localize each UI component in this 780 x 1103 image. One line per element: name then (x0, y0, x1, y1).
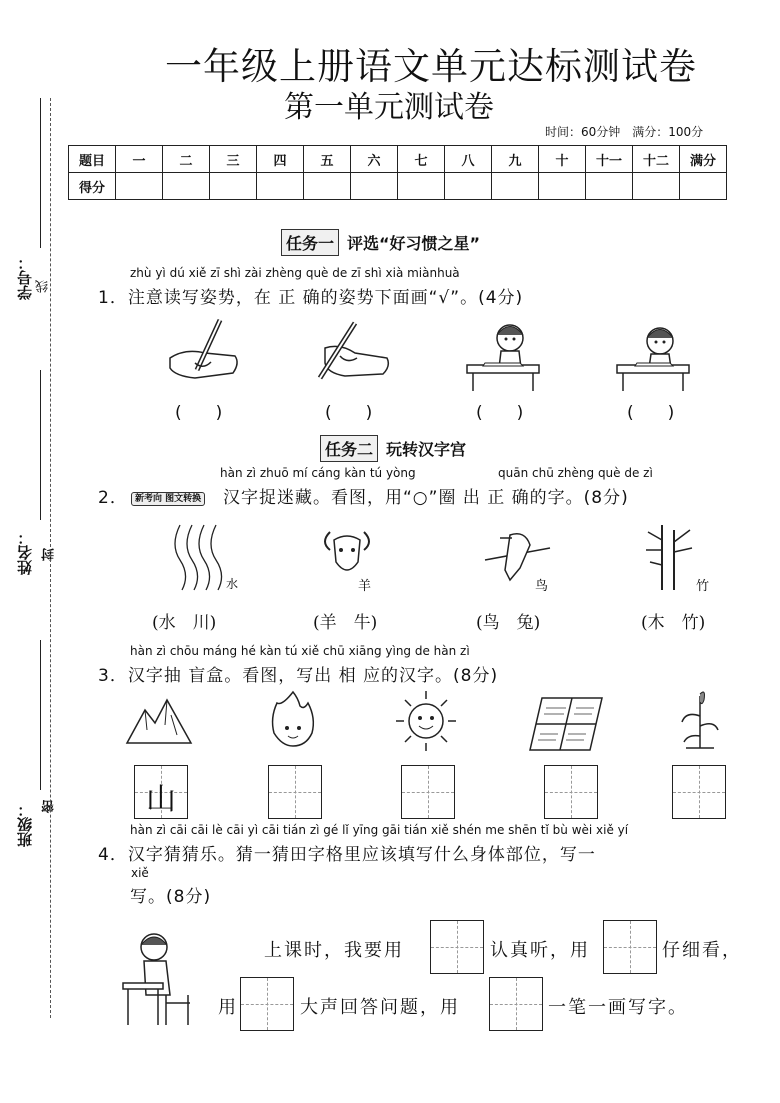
q4-sentence1-a: 上课时，我要用 (264, 940, 404, 961)
q3-answer-grid-fire[interactable] (268, 765, 322, 819)
rice-plant-image (676, 686, 724, 752)
student-id-label: 学号： (16, 255, 34, 300)
score-input-cell[interactable] (304, 173, 351, 200)
table-cell: 题目 (69, 146, 116, 173)
table-cell: 三 (210, 146, 257, 173)
hand-writing-correct-image (165, 318, 245, 390)
bird-image (480, 520, 555, 595)
q4-sentence2-b: 大声回答问题，用 (300, 997, 460, 1018)
score-input-cell[interactable] (586, 173, 633, 200)
table-cell: 六 (351, 146, 398, 173)
water-image (170, 520, 240, 595)
q4-sentence2-c: 一笔一画写字。 (548, 997, 688, 1018)
table-cell: 九 (492, 146, 539, 173)
task2-heading (320, 435, 466, 462)
score-input-cell[interactable] (680, 173, 727, 200)
field-image (528, 694, 604, 754)
q3-answer-grid-field[interactable] (544, 765, 598, 819)
mountain-image (125, 695, 193, 747)
q1-answer-3[interactable]: ( ) (476, 403, 524, 423)
exam-title: 一年级上册语文单元达标测试卷 (165, 45, 697, 88)
table-cell: 得分 (69, 173, 116, 200)
task1-heading (281, 229, 480, 256)
table-cell: 十 (539, 146, 586, 173)
q1-answer-1[interactable]: ( ) (175, 403, 223, 423)
task1-title: 评选“好习惯之星” (347, 234, 481, 253)
table-cell: 五 (304, 146, 351, 173)
score-input-cell[interactable] (539, 173, 586, 200)
fire-image (262, 688, 324, 750)
goat-ancient-glyph: 羊 (358, 579, 372, 594)
time-info: 时间：60分钟 满分：100分 (545, 125, 704, 139)
dashed-cut-line (50, 98, 51, 1018)
table-cell: 满分 (680, 146, 727, 173)
q2-pinyin-b: quān chū zhèng què de zì (498, 466, 653, 480)
q1-pinyin: zhù yì dú xiě zī shì zài zhèng què de zī shì xià miànhuà (130, 266, 460, 280)
sun-image (392, 687, 460, 755)
score-input-cell[interactable] (210, 173, 257, 200)
q3-answer-grid-sun[interactable] (401, 765, 455, 819)
q4-answer-grid-1[interactable] (430, 920, 484, 974)
score-input-cell[interactable] (116, 173, 163, 200)
q1-text: 1．注意读写姿势，在 正 确的姿势下面画“√”。(4分) (98, 288, 524, 308)
q2-option-1[interactable]: (水 川) (152, 613, 217, 633)
q2-option-4[interactable]: (木 竹) (641, 613, 706, 633)
q2-pinyin-a: hàn zì zhuō mí cáng kàn tú yòng (220, 466, 416, 480)
score-table-score-row (69, 173, 727, 200)
table-cell: 十一 (586, 146, 633, 173)
seal-label: 封 (42, 548, 57, 561)
q2-option-2[interactable]: (羊 牛) (313, 613, 378, 633)
q4-sentence1-b: 认真听，用 (490, 940, 590, 961)
side-line-top (40, 98, 41, 248)
side-line-bottom (40, 640, 41, 790)
q4-answer-grid-4[interactable] (489, 977, 543, 1031)
goat-image (318, 522, 378, 594)
q2-option-3[interactable]: (鸟 兔) (476, 613, 541, 633)
girl-sitting-wrong-image (615, 313, 695, 393)
task2-title: 玩转汉字宫 (386, 440, 467, 459)
q3-example-grid (134, 765, 188, 819)
table-cell: 四 (257, 146, 304, 173)
task1-tag: 任务一 (281, 229, 339, 256)
water-ancient-glyph: 水 (226, 577, 239, 591)
bird-ancient-glyph: 鸟 (535, 579, 549, 594)
score-input-cell[interactable] (445, 173, 492, 200)
q4-answer-grid-3[interactable] (240, 977, 294, 1031)
q2-badge (131, 486, 205, 505)
q4-sentence2-a: 用 (218, 997, 238, 1018)
q3-pinyin: hàn zì chōu máng hé kàn tú xiě chū xiāng yìng de hàn zì (130, 644, 470, 658)
q4-answer-grid-2[interactable] (603, 920, 657, 974)
bamboo-image (640, 520, 715, 595)
q1-answer-4[interactable]: ( ) (627, 403, 675, 423)
q3-answer-grid-rice[interactable] (672, 765, 726, 819)
class-label: 班级： (16, 802, 34, 847)
q3-example-char: 山 (146, 782, 176, 817)
score-input-cell[interactable] (398, 173, 445, 200)
score-table-header-row (69, 146, 727, 173)
q1-answer-2[interactable]: ( ) (325, 403, 373, 423)
task2-tag: 任务二 (320, 435, 378, 462)
bamboo-ancient-glyph: 竹 (696, 579, 710, 594)
table-cell: 八 (445, 146, 492, 173)
q4-text: 4．汉字猜猜乐。猜一猜田字格里应该填写什么身体部位，写一 (98, 845, 596, 865)
boy-at-desk-image (118, 925, 198, 1030)
q2-number: 2． (98, 488, 128, 508)
q2-text: 汉字捉迷藏。看图，用“○”圈 出 正 确的字。(8分) (223, 488, 629, 508)
score-input-cell[interactable] (257, 173, 304, 200)
q4-pinyin-line2: xiě (131, 866, 149, 880)
q3-text: 3．汉字抽 盲盒。看图，写出 相 应的汉字。(8分) (98, 666, 499, 686)
table-cell: 二 (163, 146, 210, 173)
girl-sitting-correct-image (465, 313, 545, 393)
q4-pinyin: hàn zì cāi cāi lè cāi yì cāi tián zì gé lǐ yīng gāi tián xiě shén me shēn tǐ bù wèi xiě yí (130, 823, 629, 837)
score-input-cell[interactable] (351, 173, 398, 200)
name-label: 姓名： (16, 530, 34, 575)
new-trend-badge: 新考向 图文转换 (131, 492, 205, 506)
score-input-cell[interactable] (492, 173, 539, 200)
side-line-mid (40, 370, 41, 520)
exam-subtitle: 第一单元测试卷 (284, 90, 494, 125)
hand-writing-wrong-image (315, 318, 395, 390)
table-cell: 七 (398, 146, 445, 173)
secret-label: 密 (42, 800, 57, 813)
score-input-cell[interactable] (163, 173, 210, 200)
score-input-cell[interactable] (633, 173, 680, 200)
score-table (68, 145, 727, 200)
q4-text-line2: 写。(8分) (130, 887, 212, 907)
cut-line-label: 线 (36, 280, 51, 293)
table-cell: 十二 (633, 146, 680, 173)
table-cell: 一 (116, 146, 163, 173)
q4-sentence1-c: 仔细看， (662, 940, 742, 961)
